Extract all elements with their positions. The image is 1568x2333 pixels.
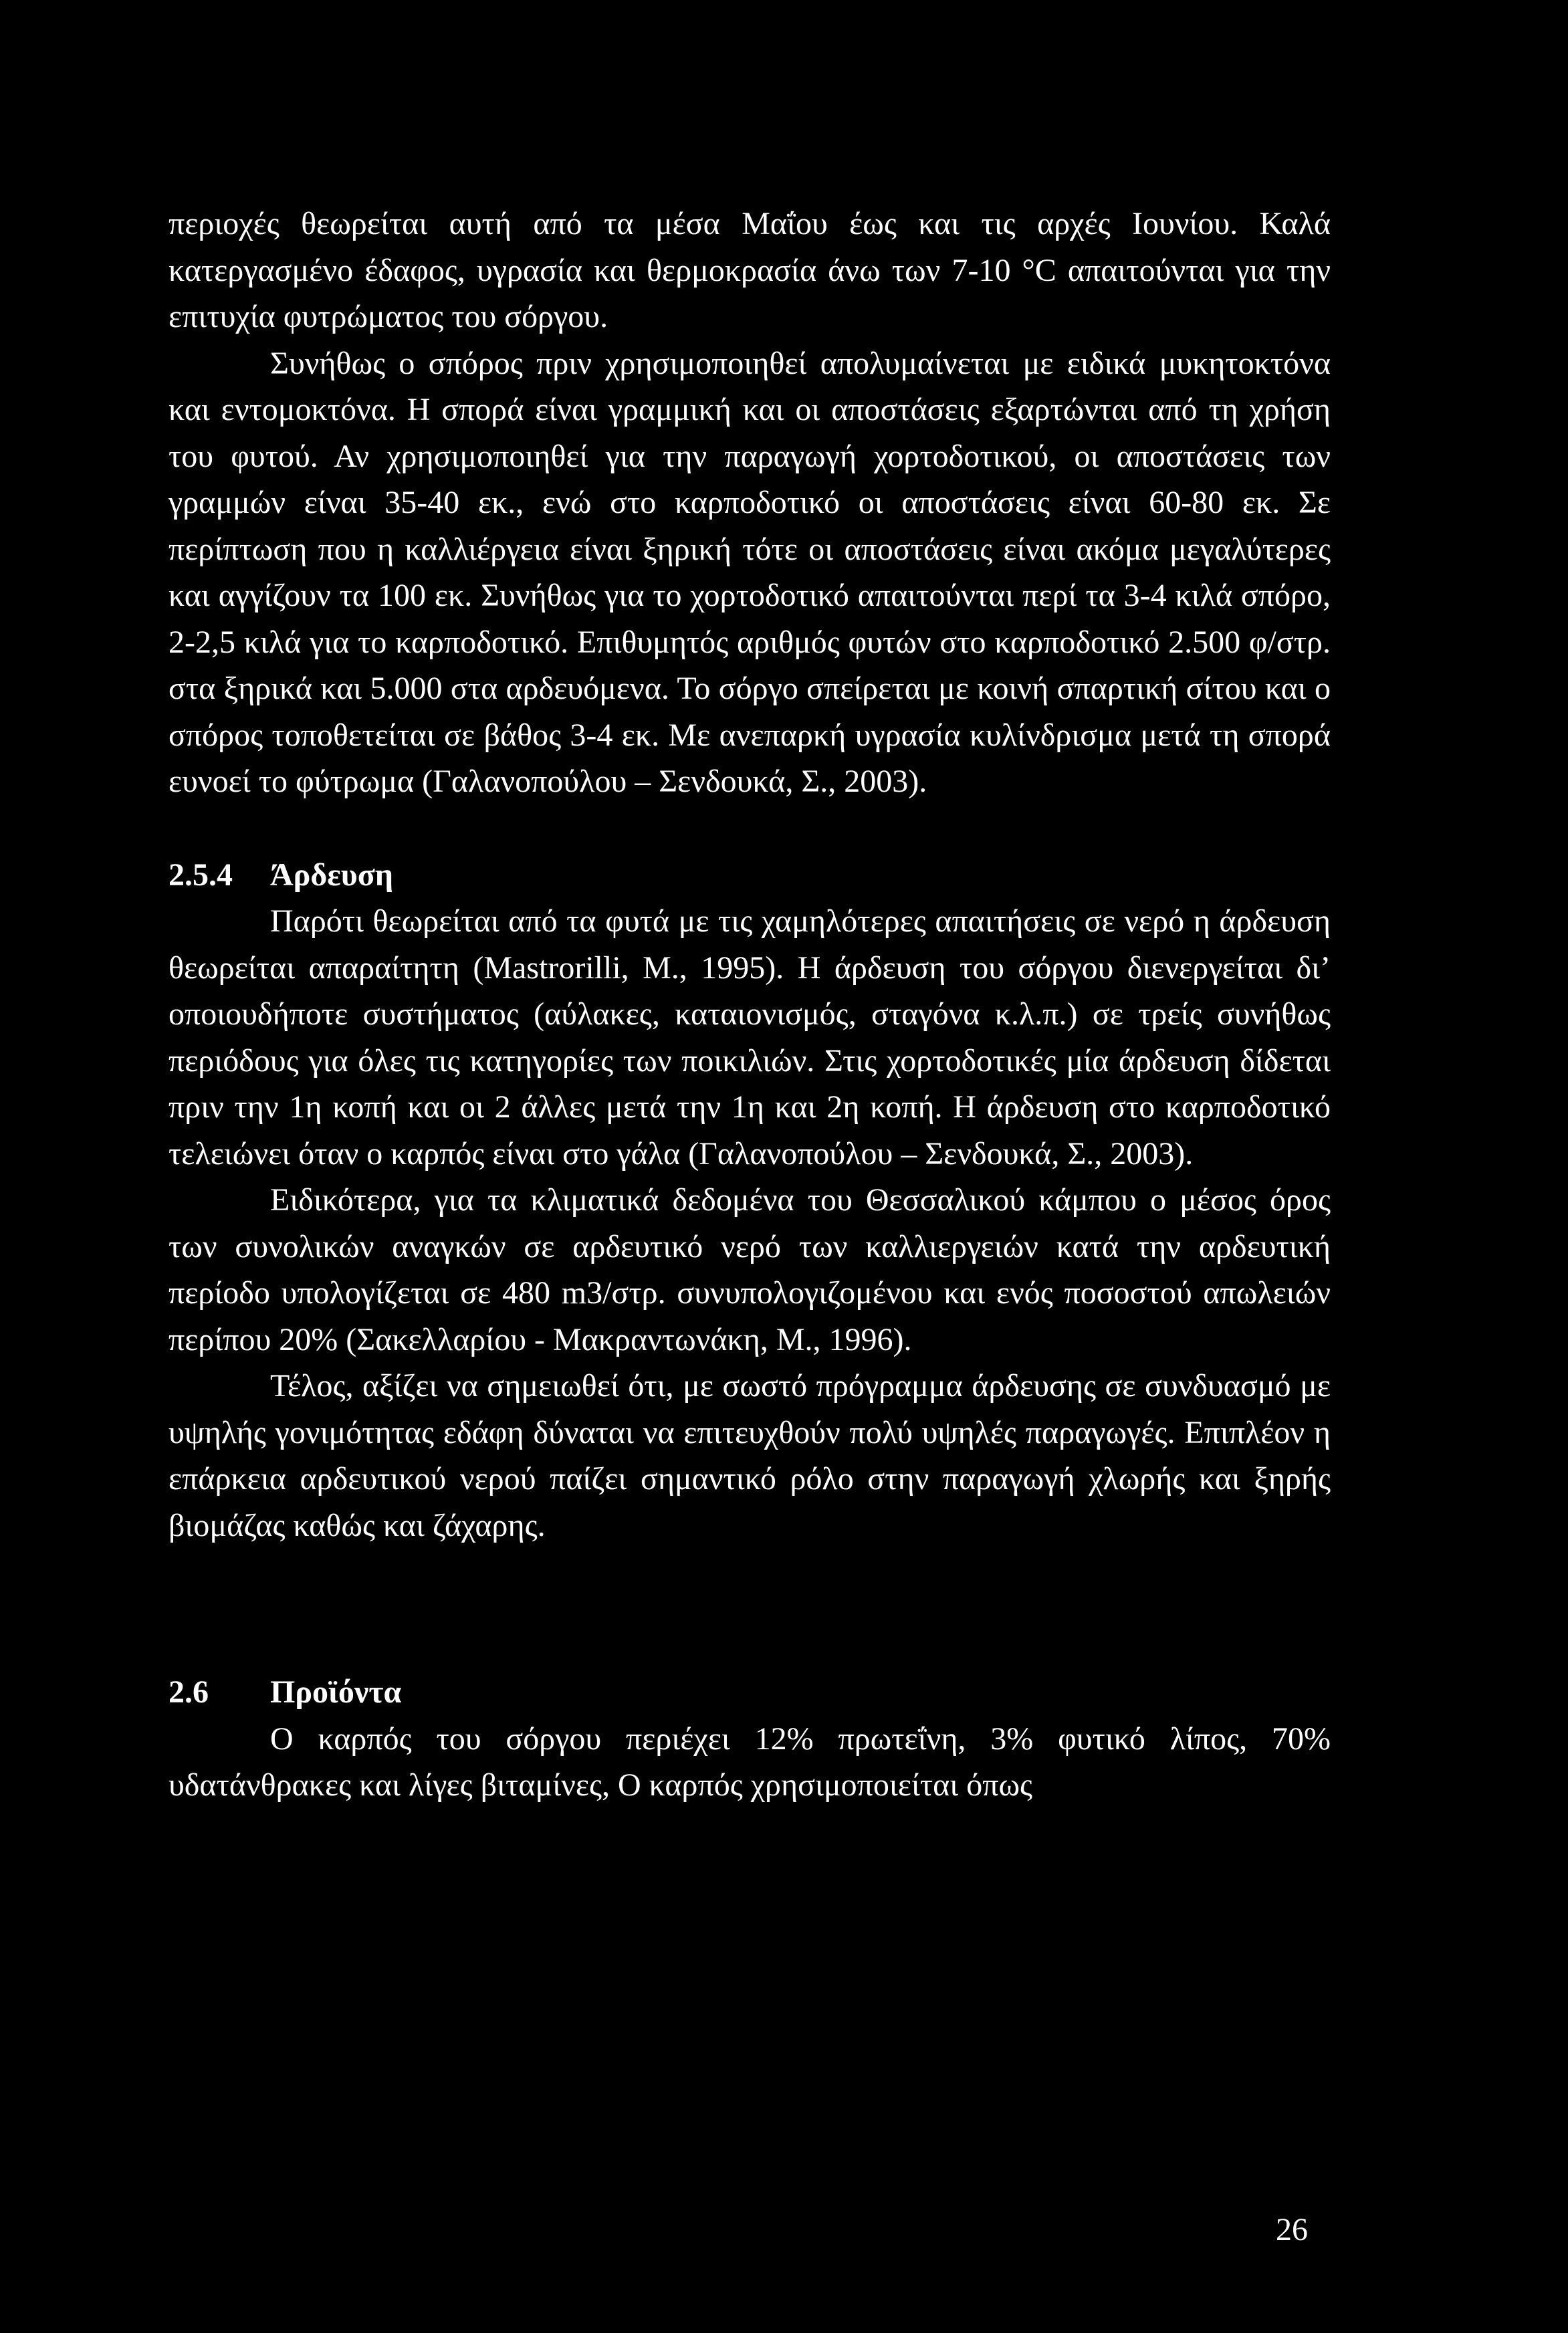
paragraph: Συνήθως ο σπόρος πριν χρησιμοποιηθεί απολυμαίνεται με ειδικά μυκητοκτόνα και εντομοκτόνα. Η σπορά είναι γραμμική και οι αποστάσεις εξαρτώνται από τη χρήση του φυτού. Αν χρησιμοποιηθεί για την παραγωγή χορτοδοτικού, οι αποστάσεις των γραμμών είναι 35-40 εκ., ενώ στο καρποδοτικό οι αποστάσεις είναι 60-80 εκ. Σε περίπτωση που η καλλιέργεια είναι ξηρική τότε οι αποστάσεις είναι ακόμα μεγαλύτερες και αγγίζουν τα 100 εκ. Συνήθως για το χορτοδοτικό απαιτούνται περί τα 3-4 κιλά σπόρο, 2-2,5 κιλά για το καρποδοτικό. Επιθυμητός αριθμός φυτών στο καρποδοτικό 2.500 φ/στρ. στα ξηρικά και 5.000 στα αρδευόμενα. Το σόργο σπείρεται με κοινή σπαρτική σίτου και ο σπόρος τοποθετείται σε βάθος 3-4 εκ. Με ανεπαρκή υγρασία κυλίνδρισμα μετά τη σπορά ευνοεί το φύτρωμα (Γαλανοπούλου – Σενδουκά, Σ., 2003). xyxy=(169,345,1331,799)
section-products xyxy=(169,1669,1331,1809)
section-number: 2.6 xyxy=(169,1674,209,1710)
paragraph: Παρότι θεωρείται από τα φυτά με τις χαμηλότερες απαιτήσεις σε νερό η άρδευση θεωρείται απαραίτητη (Mastrorilli, M., 1995). Η άρδευση του σόργου διενεργείται δι’ οποιουδήποτε συστήματος (αύλακες, καταιονισμός, σταγόνα κ.λ.π.) σε τρείς συνήθως περιόδους για όλες τις κατηγορίες των ποικιλιών. Στις χορτοδοτικές μία άρδευση δίδεται πριν την 1η κοπή και οι 2 άλλες μετά την 1η και 2η κοπή. Η άρδευση στο καρποδοτικό τελειώνει όταν ο καρπός είναι στο γάλα (Γαλανοπούλου – Σενδουκά, Σ., 2003). xyxy=(169,903,1331,1172)
paragraph: Ειδικότερα, για τα κλιματικά δεδομένα του Θεσσαλικού κάμπου ο μέσος όρος των συνολικών αναγκών σε αρδευτικό νερό των καλλιεργειών κατά την αρδευτική περίοδο υπολογίζεται σε 480 m3/στρ. συνυπολογιζομένου και ενός ποσοστού απωλειών περίπου 20% (Σακελλαρίου - Μακραντωνάκη, Μ., 1996). xyxy=(169,1182,1331,1357)
paragraph: περιοχές θεωρείται αυτή από τα μέσα Μαΐου έως και τις αρχές Ιουνίου. Καλά κατεργασμένο έδαφος, υγρασία και θερμοκρασία άνω των 7-10 °C απαιτούνται για την επιτυχία φυτρώματος του σόργου. xyxy=(169,206,1331,334)
section-irrigation xyxy=(169,852,1331,1549)
section-heading xyxy=(169,1669,1331,1716)
section-title: Άρδευση xyxy=(270,857,394,893)
paragraph: Ο καρπός του σόργου περιέχει 12% πρωτεΐνη, 3% φυτικό λίπος, 70% υδατάνθρακες και λίγες βιταμίνες, Ο καρπός χρησιμοποιείται όπως xyxy=(169,1720,1331,1803)
section-number: 2.5.4 xyxy=(169,857,233,893)
section-title: Προϊόντα xyxy=(270,1674,402,1710)
document-page xyxy=(169,201,1331,1809)
paragraph: Τέλος, αξίζει να σημειωθεί ότι, με σωστό πρόγραμμα άρδευσης σε συνδυασμό με υψηλής γονιμότητας εδάφη δύναται να επιτευχθούν πολύ υψηλές παραγωγές. Επιπλέον η επάρκεια αρδευτικού νερού παίζει σημαντικό ρόλο στην παραγωγή χλωρής και ξηρής βιομάζας καθώς και ζάχαρης. xyxy=(169,1368,1331,1543)
section-heading xyxy=(169,852,1331,899)
page-number: 26 xyxy=(1276,2212,1308,2247)
